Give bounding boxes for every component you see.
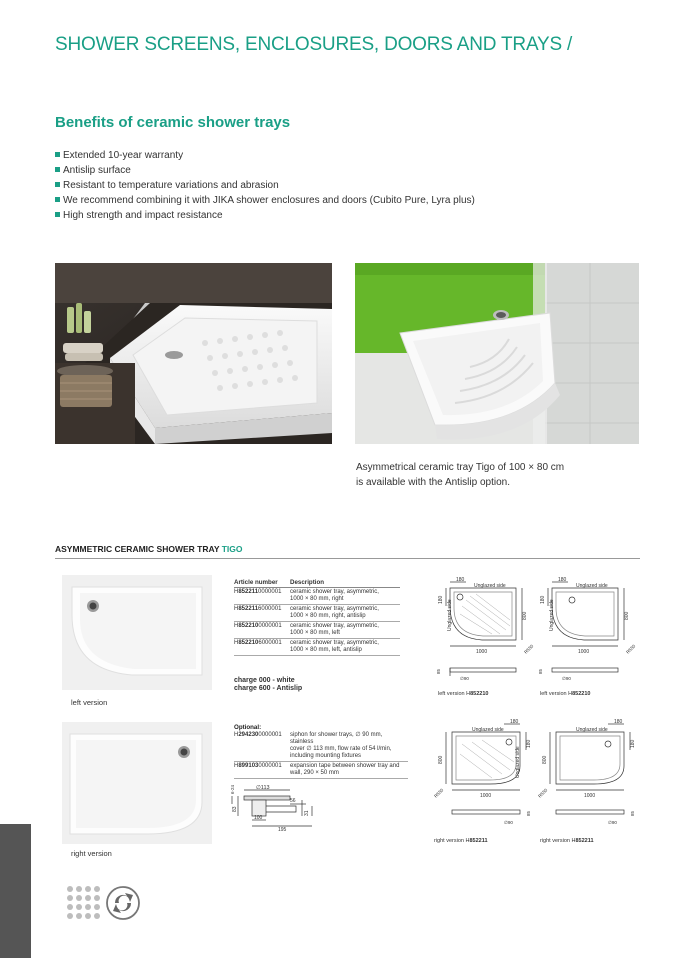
tray-product-left-image xyxy=(62,575,212,690)
dim-800: 800 xyxy=(438,755,444,764)
dim-85: 85 xyxy=(526,810,531,816)
spec-header-row xyxy=(234,578,400,588)
bullet-square-icon xyxy=(55,152,60,157)
dot-grid-icon xyxy=(66,885,102,919)
unglazed-label-vertical: Unglazed side xyxy=(515,746,521,778)
dim-r550: R550 xyxy=(537,787,549,799)
dim-180: 180 xyxy=(510,719,519,725)
bullet-square-icon xyxy=(55,197,60,202)
optional-title: Optional: xyxy=(234,724,262,731)
bathroom-photo-tigo-tray xyxy=(355,263,639,444)
bullet-square-icon xyxy=(55,212,60,217)
siphon-dim-83: 83 xyxy=(232,806,238,812)
article-description: ceramic shower tray, asymmetric, 1000 × 80 mm, right, antislip xyxy=(290,605,400,622)
article-number: H8991030000001 xyxy=(234,762,290,779)
dim-1000: 1000 xyxy=(578,649,590,655)
dim-180-vertical: 180 xyxy=(526,739,532,748)
article-description: ceramic shower tray, asymmetric, 1000 × 80 mm, right xyxy=(290,588,400,605)
dim-800: 800 xyxy=(542,755,548,764)
spec-table xyxy=(234,578,400,656)
benefit-item: High strength and impact resistance xyxy=(55,208,475,223)
drawing-left-version-antislip xyxy=(436,576,536,701)
unglazed-label: Unglazed side xyxy=(576,727,608,733)
dim-90: ∅90 xyxy=(562,676,571,681)
bullet-square-icon xyxy=(55,182,60,187)
col-description-header: Description xyxy=(290,578,400,588)
benefits-title: Benefits of ceramic shower trays xyxy=(55,114,291,131)
right-version-label: right version xyxy=(71,849,112,858)
drawing-right-version-plain xyxy=(536,718,641,836)
dim-90: ∅90 xyxy=(460,676,469,681)
unglazed-label: Unglazed side xyxy=(576,583,608,589)
article-description: ceramic shower tray, asymmetric, 1000 × 80 mm, left, antislip xyxy=(290,639,400,656)
dim-1000: 1000 xyxy=(476,649,488,655)
bullet-square-icon xyxy=(55,167,60,172)
dim-85: 85 xyxy=(630,810,635,816)
dim-800: 800 xyxy=(522,611,528,620)
table-row xyxy=(234,639,400,656)
dim-180: 180 xyxy=(558,577,567,583)
unglazed-label: Unglazed side xyxy=(474,583,506,589)
page-edge-tab xyxy=(0,824,31,958)
unglazed-label-vertical: Unglazed side xyxy=(549,599,555,631)
drawing-left-version-plain xyxy=(538,576,638,701)
article-description: ceramic shower tray, asymmetric, 1000 × 80 mm, left xyxy=(290,622,400,639)
table-row xyxy=(234,588,400,605)
article-description: expansion tape between shower tray and wall, 290 × 50 mm xyxy=(290,762,408,779)
table-row xyxy=(234,731,408,762)
benefits-list xyxy=(55,148,475,223)
siphon-dim-195: 195 xyxy=(278,827,287,832)
section-divider xyxy=(55,558,640,559)
dim-1000: 1000 xyxy=(584,793,596,799)
tray-product-right-image xyxy=(62,722,212,844)
recycling-icon xyxy=(106,886,140,920)
siphon-dim-6-24: 6-24 xyxy=(230,784,235,794)
dim-r550: R550 xyxy=(523,643,535,655)
table-row xyxy=(234,622,400,639)
drawing-right-version-antislip xyxy=(432,718,537,836)
benefit-item: We recommend combining it with JIKA shower enclosures and doors (Cubito Pure, Lyra plus) xyxy=(55,193,475,208)
article-number: H2942300000001 xyxy=(234,731,290,762)
dim-85: 85 xyxy=(436,668,441,674)
dim-r550: R550 xyxy=(433,787,445,799)
siphon-drawing xyxy=(226,782,336,832)
left-version-label: left version xyxy=(71,698,108,707)
dim-85: 85 xyxy=(538,668,543,674)
table-row xyxy=(234,605,400,622)
siphon-dim-56: 56 xyxy=(290,798,296,804)
table-row xyxy=(234,762,408,779)
benefit-item: Antislip surface xyxy=(55,163,475,178)
article-number: H8522106000001 xyxy=(234,639,290,656)
photo-caption: Asymmetrical ceramic tray Tigo of 100 × 80 cm is available with the Antislip option. xyxy=(356,462,565,488)
article-description: siphon for shower trays, ∅ 90 mm, stainless cover ∅ 113 mm, flow rate of 54 l/min, including mounting fixtures xyxy=(290,731,408,762)
dim-90: ∅90 xyxy=(608,820,617,825)
unglazed-label-vertical: Unglazed side xyxy=(447,599,453,631)
unglazed-label: Unglazed side xyxy=(472,727,504,733)
col-article-header: Article number xyxy=(234,578,290,588)
bathroom-photo-square-tray xyxy=(55,263,332,444)
charge-info: charge 000 - white charge 600 - Antislip xyxy=(234,677,303,692)
article-number: H8522116000001 xyxy=(234,605,290,622)
siphon-dim-diameter: ∅113 xyxy=(256,785,270,791)
page-title: SHOWER SCREENS, ENCLOSURES, DOORS AND TRAYS / xyxy=(55,34,573,55)
drawing-caption-right-2: right version H852211 xyxy=(540,838,594,844)
dim-180-vertical: 180 xyxy=(540,595,546,604)
optional-table xyxy=(234,731,408,779)
dim-90: ∅90 xyxy=(504,820,513,825)
drawing-caption-left-1: left version H852210 xyxy=(438,691,489,697)
benefit-item: Extended 10-year warranty xyxy=(55,148,475,163)
dim-180: 180 xyxy=(456,577,465,583)
dim-180: 180 xyxy=(614,719,623,725)
dim-180-vertical: 180 xyxy=(630,739,636,748)
article-number: H8522110000001 xyxy=(234,588,290,605)
drawing-caption-left-2: left version H852210 xyxy=(540,691,591,697)
section-title: ASYMMETRIC CERAMIC SHOWER TRAY TIGO xyxy=(55,544,243,554)
article-number: H8522100000001 xyxy=(234,622,290,639)
dim-r550: R550 xyxy=(625,643,637,655)
dim-180-vertical: 180 xyxy=(438,595,444,604)
siphon-dim-100: 100 xyxy=(254,815,263,821)
dim-800: 800 xyxy=(624,611,630,620)
drawing-caption-right-1: right version H852211 xyxy=(434,838,488,844)
siphon-dim-31: 31 xyxy=(304,810,310,816)
benefit-item: Resistant to temperature variations and abrasion xyxy=(55,178,475,193)
dim-1000: 1000 xyxy=(480,793,492,799)
